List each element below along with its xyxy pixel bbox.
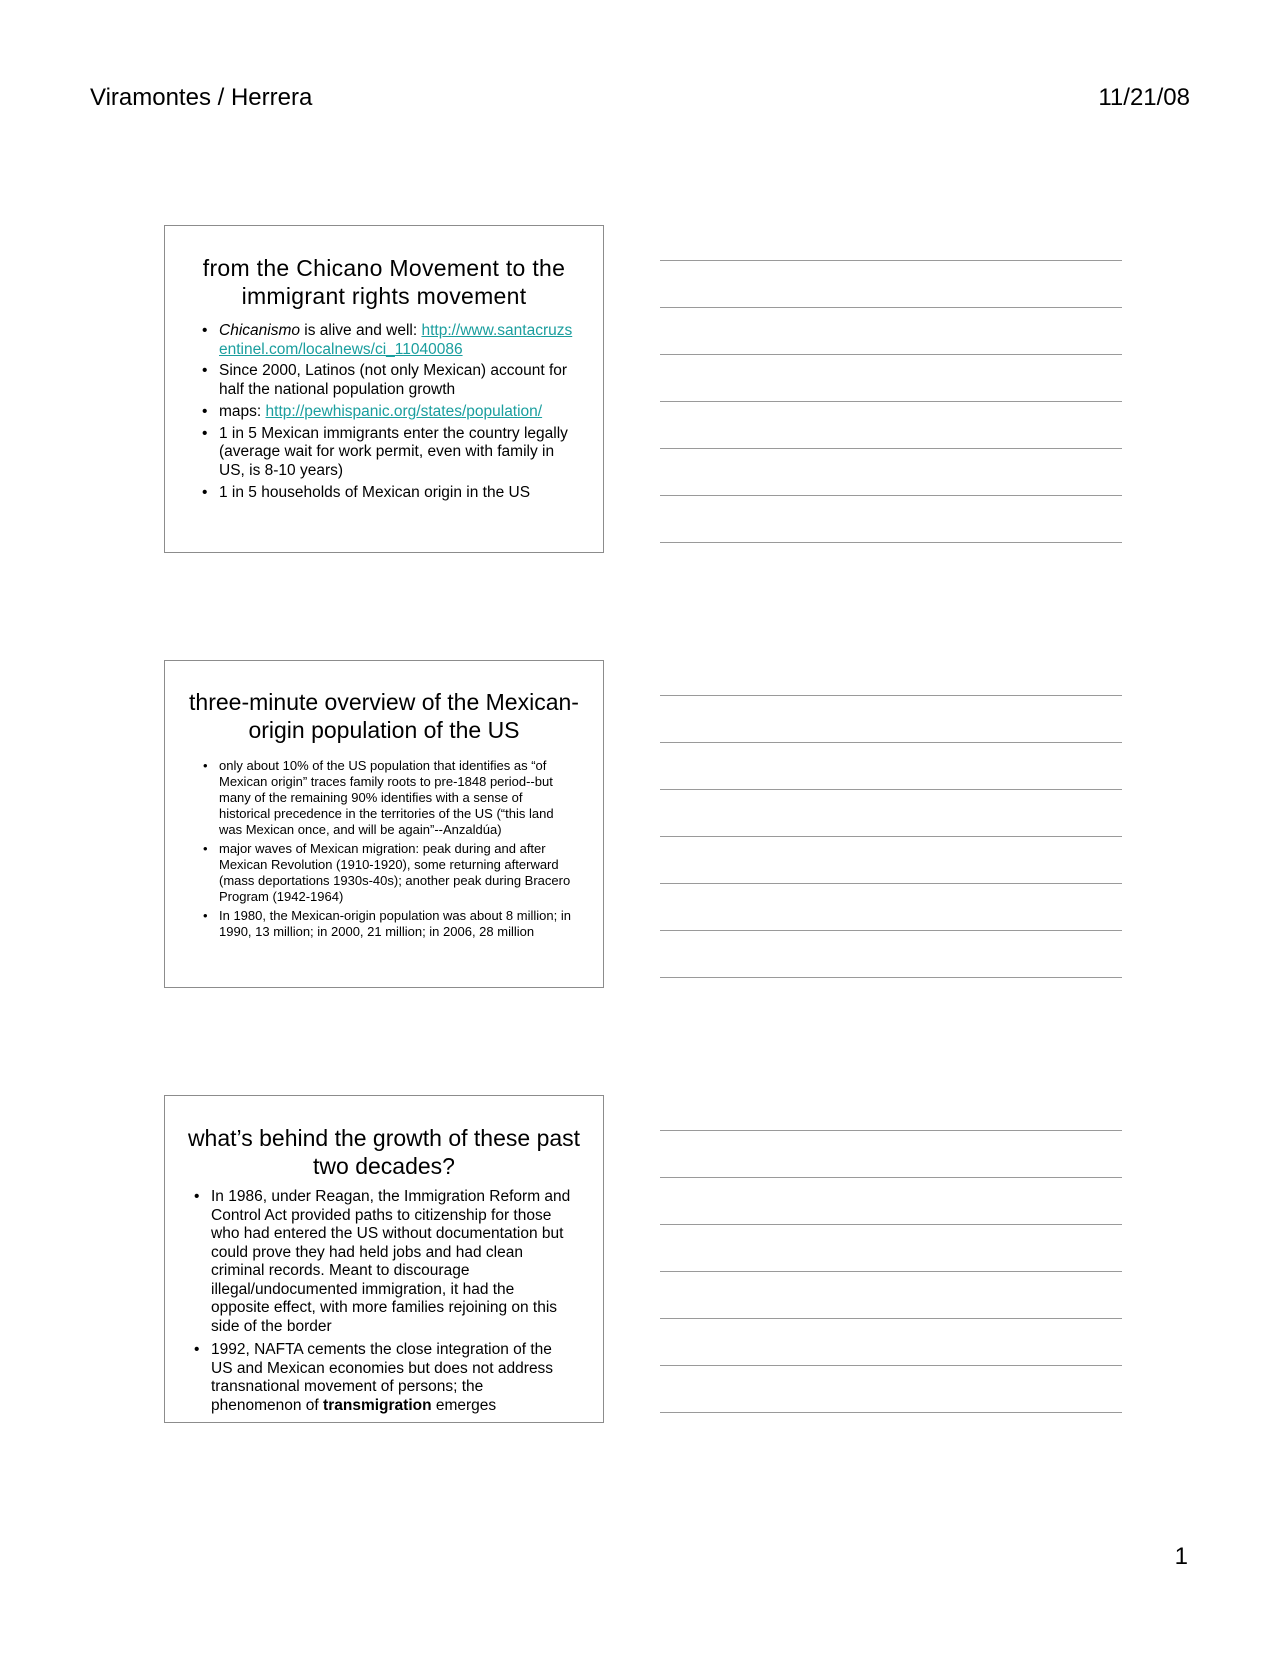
note-line: [660, 1365, 1122, 1366]
bullet-item: [219, 425, 573, 481]
bullet-text: major waves of Mexican migration: peak during and after Mexican Revolution (1910-1920), some returning afterward (mass deportations 1930s-40s); another peak during Bracero Program (1942-1964): [219, 841, 571, 904]
slide-title: what’s behind the growth of these past two decades?: [187, 1125, 581, 1179]
note-line: [660, 495, 1122, 496]
note-line: [660, 1177, 1122, 1178]
slide-3: [164, 1095, 604, 1423]
bullet-item: [219, 841, 575, 905]
bullet-text: Since 2000, Latinos (not only Mexican) account for half the national population growth: [219, 362, 568, 399]
bullet-item: [219, 362, 573, 399]
bullet-list: [211, 1188, 577, 1415]
note-line: [660, 354, 1122, 355]
note-line: [660, 1271, 1122, 1272]
note-line: [660, 1130, 1122, 1131]
bullet-text: 1 in 5 Mexican immigrants enter the country legally (average wait for work permit, even with family in US, is 8-10 years): [219, 424, 568, 479]
bullet-item: [211, 1341, 577, 1415]
note-line: [660, 307, 1122, 308]
note-line: [660, 448, 1122, 449]
bullet-emphasis: Chicanismo: [219, 322, 300, 339]
bullet-list: [219, 758, 575, 940]
bullet-text-tail: emerges: [431, 1396, 497, 1414]
note-line: [660, 401, 1122, 402]
bullet-item: [219, 322, 573, 359]
note-line: [660, 1224, 1122, 1225]
note-line: [660, 883, 1122, 884]
page-number: 1: [1174, 1543, 1188, 1570]
bullet-item: [219, 908, 575, 940]
bullet-text: is alive and well:: [299, 322, 422, 339]
note-line: [660, 836, 1122, 837]
note-line: [660, 977, 1122, 978]
bullet-list: [219, 322, 573, 502]
slide-title: from the Chicano Movement to the immigrant rights movement: [202, 255, 566, 309]
bullet-item: [211, 1188, 577, 1336]
bullet-item: [219, 403, 573, 422]
header-date: 11/21/08: [1098, 84, 1190, 111]
santacruzsentinel-link[interactable]: http://www.santacruzsentinel.com/localnews/ci_11040086: [219, 322, 573, 358]
note-line: [660, 930, 1122, 931]
bullet-text: only about 10% of the US population that identifies as “of Mexican origin” traces family roots to pre-1848 period--but many of the remaining 90% identifies with a sense of historical precedence in the territories of the US (“this land was Mexican once, and will be again”--Anzaldúa): [219, 758, 554, 837]
bullet-text: In 1986, under Reagan, the Immigration Reform and Control Act provided paths to citizenship for those who had entered the US without documentation but could prove they had held jobs and had clean criminal records. Meant to discourage illegal/undocumented immigration, it had the opposite effect, with more families rejoining on this side of the border: [211, 1188, 571, 1335]
bullet-item: [219, 758, 575, 838]
note-line: [660, 542, 1122, 543]
note-line: [660, 742, 1122, 743]
slide-2: [164, 660, 604, 988]
bullet-text: 1992, NAFTA cements the close integration of the US and Mexican economies but does not address transnational movement of persons; the phenomenon of: [211, 1341, 554, 1414]
pewhispanic-link[interactable]: http://pewhispanic.org/states/population/: [265, 402, 543, 420]
bullet-text: In 1980, the Mexican-origin population was about 8 million; in 1990, 13 million; in 2000, 21 million; in 2006, 28 million: [219, 908, 571, 939]
header-author: Viramontes / Herrera: [90, 84, 313, 111]
bullet-text: maps:: [219, 402, 266, 420]
note-line: [660, 1318, 1122, 1319]
slide-1: [164, 225, 604, 553]
bullet-item: [219, 484, 573, 503]
note-line: [660, 260, 1122, 261]
slide-title: three-minute overview of the Mexican-origin population of the US: [189, 689, 579, 743]
note-line: [660, 789, 1122, 790]
bullet-strong: transmigration: [323, 1396, 432, 1414]
note-line: [660, 1412, 1122, 1413]
note-line: [660, 695, 1122, 696]
bullet-text: 1 in 5 households of Mexican origin in the US: [219, 483, 531, 501]
